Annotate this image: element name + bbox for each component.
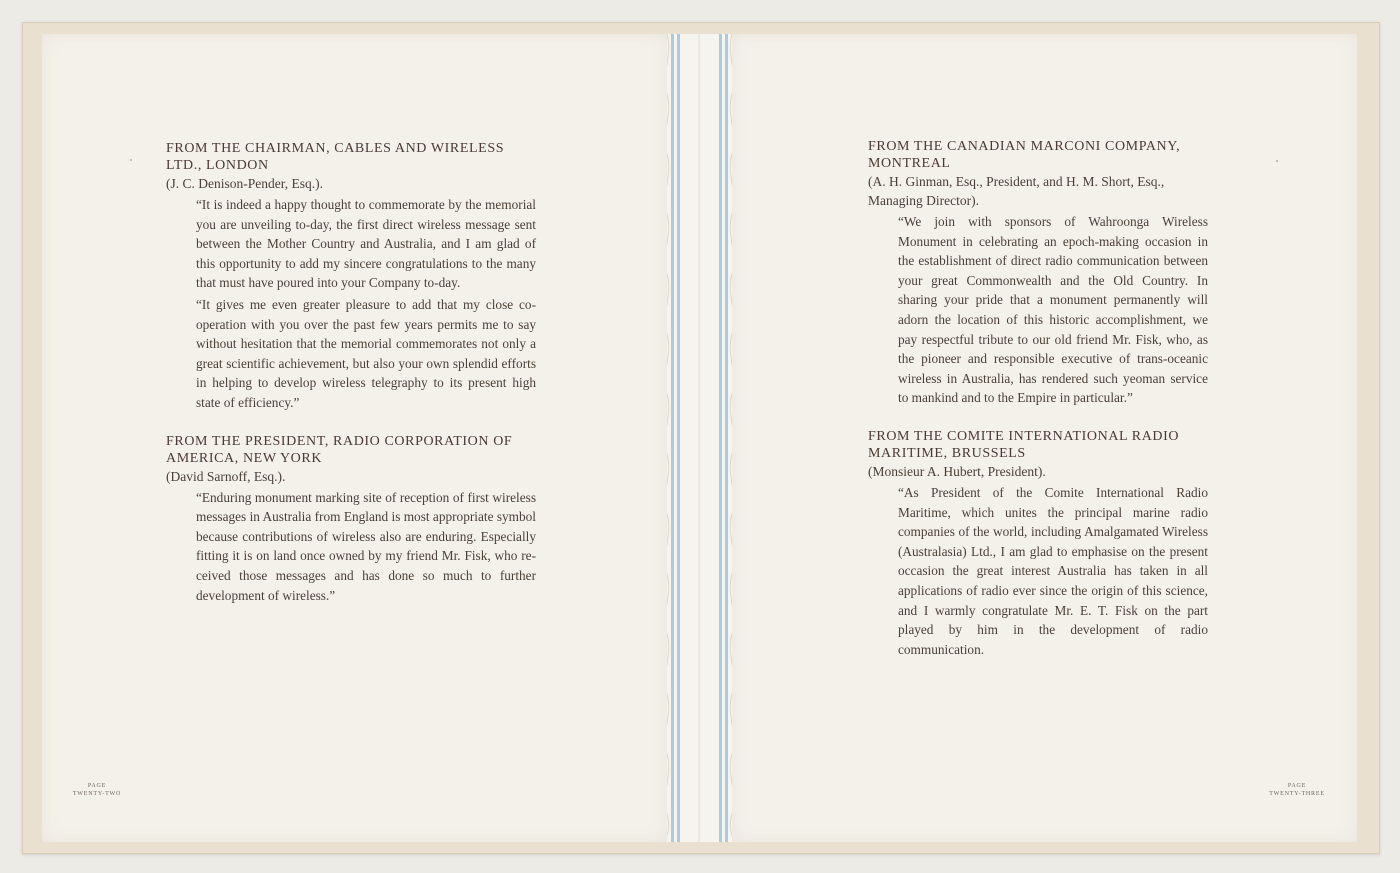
section-attribution: (Monsieur A. Hubert, President).: [868, 463, 1046, 479]
message-paragraph: “Enduring monument marking site of reception of first wireless messages in Australia from England is most appropriate symbol because contributions of wireless also are enduring. Especially fitting it is on land once owned by my friend Mr. Fisk, who received those messages and has done so much to further development of wireless.”: [196, 489, 536, 603]
section-heading: FROM THE CANADIAN MARCONI COMPANY, MONTREAL: [868, 139, 1181, 171]
blue-ribbon-stripe: [671, 34, 674, 842]
section-heading: FROM THE CHAIRMAN, CABLES AND WIRELESS LTD., LONDON: [166, 141, 505, 173]
page-label: PAGE: [87, 783, 107, 789]
section-attribution: (A. H. Ginman, Esq., President, and H. M. Short, Esq., Managing Director).: [868, 174, 1165, 208]
left-page-content: [166, 140, 536, 607]
page-number-left: [72, 782, 122, 798]
section-heading: FROM THE COMITE INTERNATIONAL RADIO MARITIME, BRUSSELS: [868, 428, 1180, 461]
left-page: [42, 34, 667, 842]
right-page-content: [868, 138, 1208, 661]
message-paragraph: “We join with sponsors of Wahroonga Wireless Monument in celebrating an epoch-making occasion in the establishment of direct radio communication between your great Commonwealth and the Old Country. In sharing your pride that a monument permanently will adorn the location of this historic accomplishment, we pay respectful tribute to our old friend Mr. Fisk, who, as the pioneer and responsible executive of trans-oceanic wireless in Australia, has rendered such yeoman service to mankind and to the Empire in particular.”: [898, 214, 1208, 406]
message-paragraph: “As President of the Comite International Radio Maritime, which unites the principal marine radio companies of the world, including Amalgamated Wireless (Australasia) Ltd., I am glad to emphasise on the present occasion the great interest Australia has taken in all applications of radio ever since the origin of this science, and I warmly congratulate Mr. E. T. Fisk on the part played by him in the development of radio communication.: [898, 484, 1208, 657]
paper-speck: [1276, 160, 1278, 162]
page-number: TWENTY-THREE: [1269, 791, 1325, 797]
blue-ribbon-stripe: [677, 34, 680, 842]
blue-ribbon-stripe: [725, 34, 728, 842]
page-number-right: [1262, 782, 1332, 798]
page-label: PAGE: [1287, 783, 1307, 789]
right-page: [732, 34, 1357, 842]
paper-speck: [130, 159, 132, 161]
section-attribution: (David Sarnoff, Esq.).: [166, 468, 286, 484]
message-paragraph: “It gives me even greater pleasure to add that my close co-operation with you over the past few years permits me to say without hesitation that the memorial commemorates not only a great scientific achievement, but also your own splendid efforts in helping to develop wireless telegraphy to its present high state of efficiency.”: [196, 296, 536, 410]
blue-ribbon-stripe: [719, 34, 722, 842]
book-gutter: [667, 34, 732, 842]
message-paragraph: “It is indeed a happy thought to commemorate by the memorial you are unveiling to-day, the first direct wireless message sent between the Mother Country and Australia, and I am glad of this opportunity to add my sincere congratulations to the many that must have poured into your Company to-day.: [196, 197, 536, 291]
section-attribution: (J. C. Denison-Pender, Esq.).: [166, 176, 323, 191]
page-number: TWENTY-TWO: [72, 791, 122, 797]
section-heading: FROM THE PRESIDENT, RADIO CORPORATION OF AMERICA, NEW YORK: [166, 433, 513, 466]
